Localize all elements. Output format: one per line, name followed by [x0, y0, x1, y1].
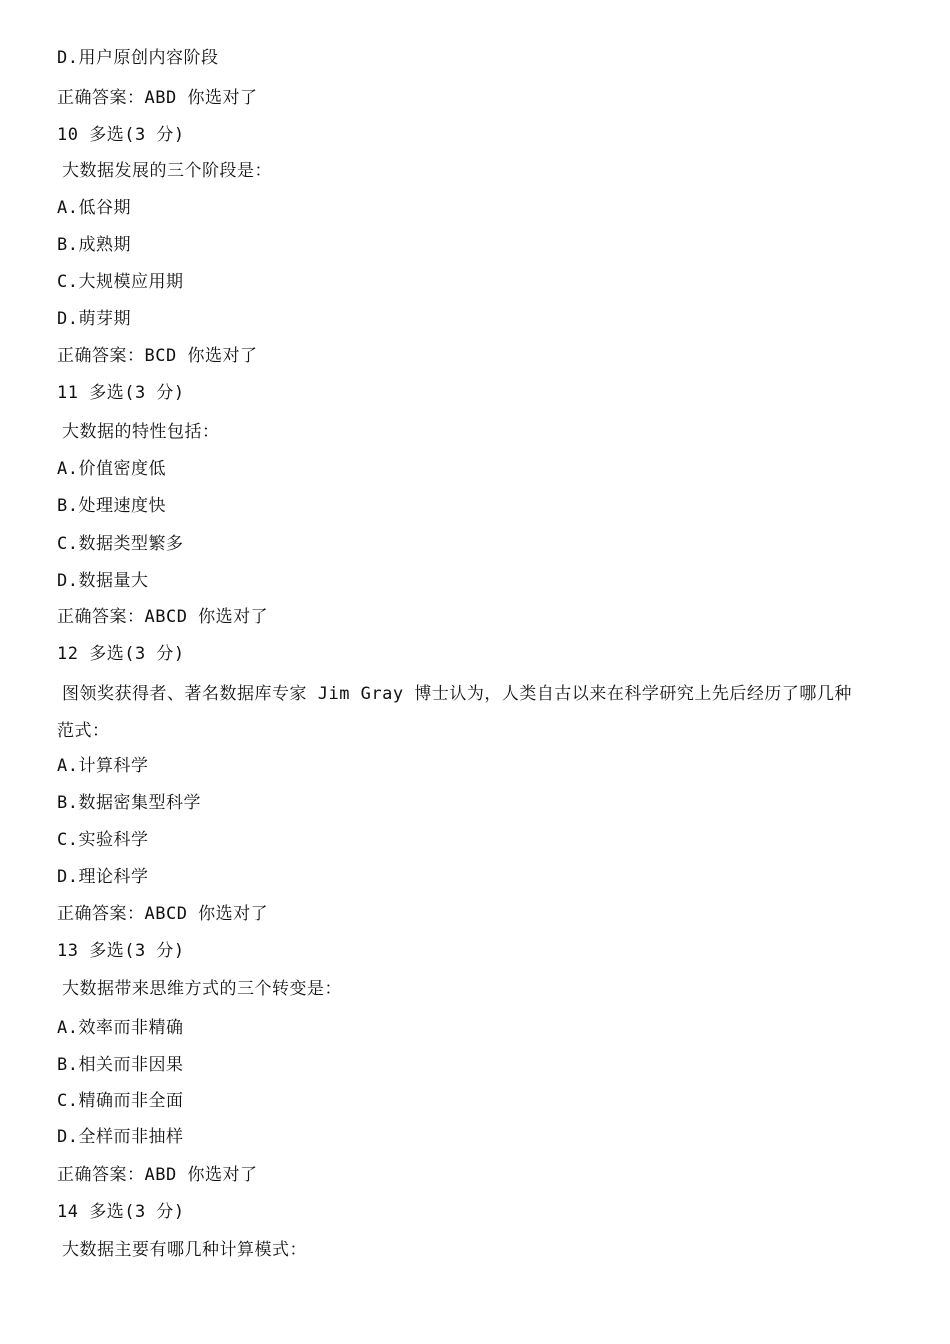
option-line: A.计算科学 — [57, 756, 149, 776]
answer-line: 正确答案：BCD 你选对了 — [57, 346, 258, 366]
answer-line: 正确答案：ABD 你选对了 — [57, 1165, 258, 1185]
option-line: C.大规模应用期 — [57, 272, 184, 292]
option-line: A.价值密度低 — [57, 459, 166, 479]
option-line: A.效率而非精确 — [57, 1018, 184, 1038]
question-header: 10 多选(3 分) — [57, 125, 185, 145]
question-stem: 图领奖获得者、著名数据库专家 Jim Gray 博士认为，人类自古以来在科学研究上先后经历了哪几种 — [62, 684, 852, 704]
option-line: B.数据密集型科学 — [57, 793, 201, 813]
option-line: D.全样而非抽样 — [57, 1127, 184, 1147]
question-header: 11 多选(3 分) — [57, 383, 185, 403]
question-stem: 大数据带来思维方式的三个转变是： — [62, 979, 342, 999]
answer-line: 正确答案：ABD 你选对了 — [57, 88, 258, 108]
question-stem: 大数据的特性包括： — [62, 422, 220, 442]
option-line: A.低谷期 — [57, 198, 131, 218]
option-line: 范式： — [57, 721, 110, 741]
option-line: C.数据类型繁多 — [57, 534, 184, 554]
option-line: B.处理速度快 — [57, 496, 166, 516]
option-line: B.相关而非因果 — [57, 1055, 184, 1075]
answer-line: 正确答案：ABCD 你选对了 — [57, 904, 269, 924]
question-stem: 大数据发展的三个阶段是： — [62, 161, 272, 181]
question-header: 13 多选(3 分) — [57, 941, 185, 961]
option-line: D.理论科学 — [57, 867, 149, 887]
option-line: B.成熟期 — [57, 235, 131, 255]
answer-line: 正确答案：ABCD 你选对了 — [57, 607, 269, 627]
question-header: 12 多选(3 分) — [57, 644, 185, 664]
option-line: D.数据量大 — [57, 571, 149, 591]
question-stem: 大数据主要有哪几种计算模式： — [62, 1240, 307, 1260]
option-line: D.用户原创内容阶段 — [57, 48, 219, 68]
option-line: C.实验科学 — [57, 830, 149, 850]
option-line: C.精确而非全面 — [57, 1091, 184, 1111]
question-header: 14 多选(3 分) — [57, 1202, 185, 1222]
option-line: D.萌芽期 — [57, 309, 131, 329]
